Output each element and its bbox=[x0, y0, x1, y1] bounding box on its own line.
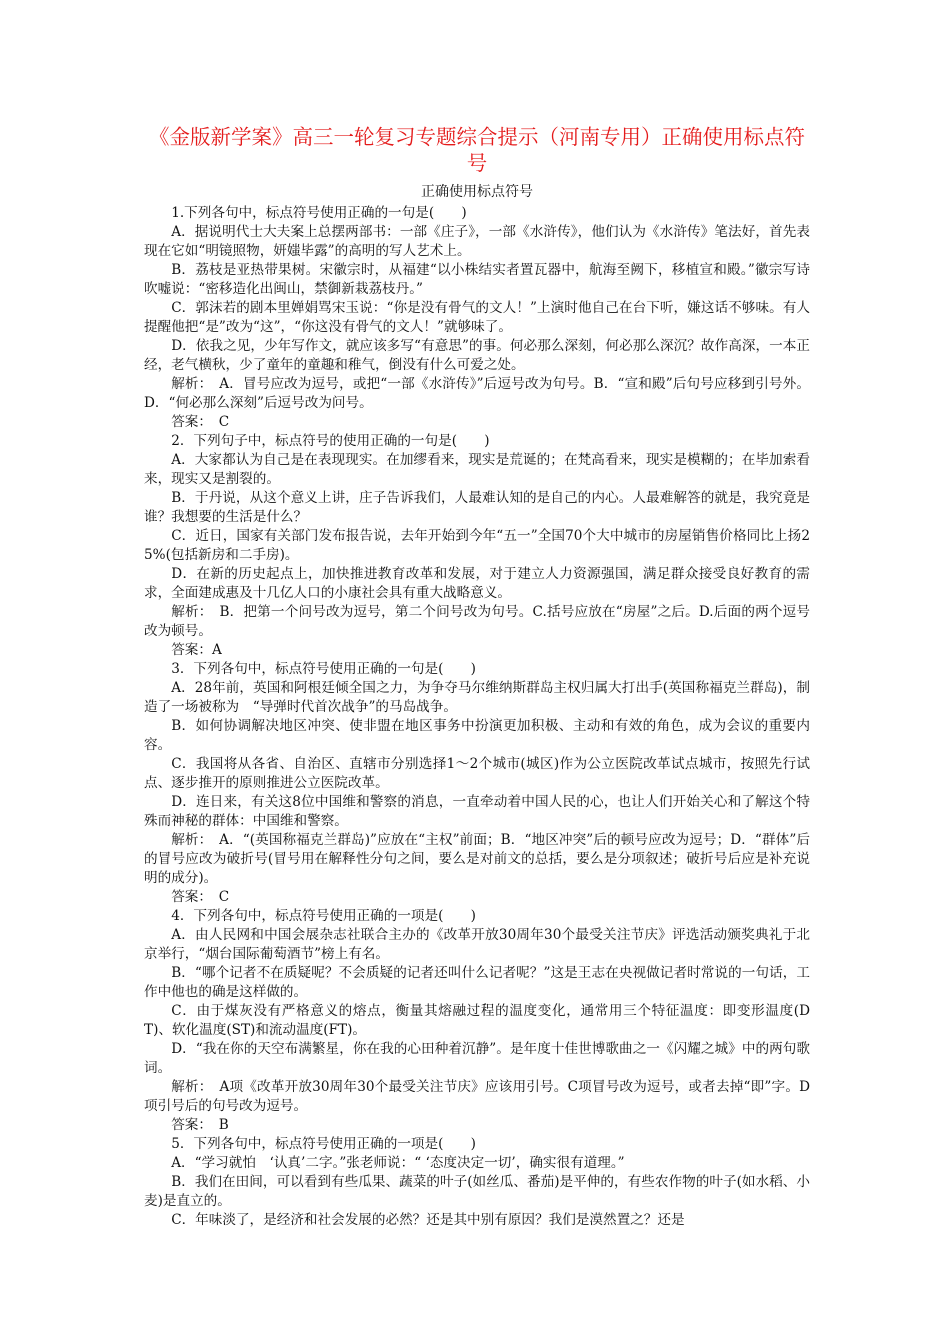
question-2 bbox=[144, 432, 810, 660]
analysis: 解析： B．把第一个问号改为逗号，第二个问号改为句号。C.括号应放在“房屋”之后。D.后面的两个逗号改为顿号。 bbox=[144, 603, 810, 639]
question-5 bbox=[144, 1135, 810, 1230]
question-stem: 2．下列句子中，标点符号的使用正确的一句是( ) bbox=[171, 432, 490, 449]
question-stem: 1.下列各句中，标点符号使用正确的一句是( ) bbox=[171, 204, 467, 221]
analysis: 解析： A．“(英国称福克兰群岛)”应放在“主权”前面；B．“地区冲突”后的顿号应改为逗号；D．“群体”后的冒号应改为破折号(冒号用在解释性分句之间，要么是对前文的总括，要么是分项叙述；破折号后应是补充说明的成分)。 bbox=[144, 831, 810, 886]
analysis: 解析： A．冒号应改为逗号，或把“一部《水浒传》”后逗号改为句号。B．“宣和殿”后句号应移到引号外。D．“何必那么深刻”后逗号改为问号。 bbox=[144, 375, 810, 411]
option-b: B．“哪个记者不在质疑呢？不会质疑的记者还叫什么记者呢？”这是王志在央视做记者时常说的一句话，工作中他也的确是这样做的。 bbox=[144, 964, 810, 1000]
analysis: 解析： A项《改革开放30周年30个最受关注节庆》应该用引号。C项冒号改为逗号，或者去掉“即”字。D项引号后的句号改为逗号。 bbox=[144, 1078, 810, 1114]
question-4 bbox=[144, 907, 810, 1135]
question-stem: 3．下列各句中，标点符号使用正确的一句是( ) bbox=[171, 660, 476, 677]
document-title: 《金版新学案》高三一轮复习专题综合提示（河南专用）正确使用标点符号 bbox=[149, 125, 805, 175]
question-stem: 4．下列各句中，标点符号使用正确的一项是( ) bbox=[171, 907, 476, 924]
option-b: B．如何协调解决地区冲突、使非盟在地区事务中扮演更加积极、主动和有效的角色，成为会议的重要内容。 bbox=[144, 717, 810, 753]
question-stem: 5．下列各句中，标点符号使用正确的一项是( ) bbox=[171, 1135, 476, 1152]
answer: 答案： C bbox=[171, 888, 230, 905]
document-subtitle: 正确使用标点符号 bbox=[421, 184, 533, 200]
option-a: A．据说明代士大夫案上总摆两部书：一部《庄子》，一部《水浒传》，他们认为《水浒传》笔法好，首先表现在它如“明镜照物，妍媸毕露”的高明的写人艺术上。 bbox=[144, 223, 810, 259]
option-d: D．“我在你的天空布满繁星，你在我的心田种着沉静”。是年度十佳世博歌曲之一《闪耀之城》中的两句歌词。 bbox=[144, 1040, 810, 1076]
answer: 答案：A bbox=[171, 641, 222, 658]
option-c: C．我国将从各省、自治区、直辖市分别选择1～2个城市(城区)作为公立医院改革试点城市，按照先行试点、逐步推开的原则推进公立医院改革。 bbox=[144, 755, 810, 791]
option-d: D．依我之见，少年写作文，就应该多写“有意思”的事。何必那么深刻，何必那么深沉？故作高深，一本正经，老气横秋，少了童年的童趣和稚气，倒没有什么可爱之处。 bbox=[144, 337, 810, 373]
option-c: C．郭沫若的剧本里婵娟骂宋玉说：“你是没有骨气的文人！”上演时他自己在台下听，嫌这话不够味。有人提醒他把“是”改为“这”，“你这没有骨气的文人！”就够味了。 bbox=[144, 299, 810, 335]
option-a: A．由人民网和中国会展杂志社联合主办的《改革开放30周年30个最受关注节庆》评选活动颁奖典礼于北京举行，“烟台国际葡萄酒节”榜上有名。 bbox=[144, 926, 810, 962]
option-b: B．于丹说，从这个意义上讲，庄子告诉我们，人最难认知的是自己的内心。人最难解答的就是，我究竟是谁？我想要的生活是什么？ bbox=[144, 489, 810, 525]
answer: 答案： C bbox=[171, 413, 230, 430]
option-b: B．我们在田间，可以看到有些瓜果、蔬菜的叶子(如丝瓜、番茄)是平伸的，有些农作物的叶子(如水稻、小麦)是直立的。 bbox=[144, 1173, 810, 1209]
option-b: B．荔枝是亚热带果树。宋徽宗时，从福建“以小株结实者置瓦器中，航海至阙下，移植宣和殿。”徽宗写诗吹嘘说：“密移造化出闽山，禁御新栽荔枝丹。” bbox=[144, 261, 810, 297]
option-c: C．年味淡了，是经济和社会发展的必然？还是其中别有原因？我们是漠然置之？还是 bbox=[171, 1211, 685, 1228]
document-page bbox=[144, 0, 810, 1230]
option-a: A．28年前，英国和阿根廷倾全国之力，为争夺马尔维纳斯群岛主权归属大打出手(英国称福克兰群岛)，制造了一场被称为 “导弹时代首次战争”的马岛战争。 bbox=[144, 679, 810, 715]
option-c: C．近日，国家有关部门发布报告说，去年开始到今年“五一”全国70个大中城市的房屋销售价格同比上扬25%(包括新房和二手房)。 bbox=[144, 527, 810, 563]
option-a: A．大家都认为自己是在表现现实。在加缪看来，现实是荒诞的；在梵高看来，现实是模糊的；在毕加索看来，现实又是割裂的。 bbox=[144, 451, 810, 487]
option-c: C．由于煤灰没有严格意义的熔点，衡量其熔融过程的温度变化，通常用三个特征温度：即变形温度(DT)、软化温度(ST)和流动温度(FT)。 bbox=[144, 1002, 810, 1038]
question-3 bbox=[144, 660, 810, 907]
answer: 答案： B bbox=[171, 1116, 229, 1133]
option-d: D．连日来，有关这8位中国维和警察的消息，一直牵动着中国人民的心，也让人们开始关心和了解这个特殊而神秘的群体：中国维和警察。 bbox=[144, 793, 810, 829]
option-a: A．“学习就怕 ‘认真’二字。”张老师说：“ ‘态度决定一切’，确实很有道理。” bbox=[171, 1154, 625, 1171]
question-1 bbox=[144, 204, 810, 432]
option-d: D．在新的历史起点上，加快推进教育改革和发展，对于建立人力资源强国，满足群众接受良好教育的需求，全面建成惠及十几亿人口的小康社会具有重大战略意义。 bbox=[144, 565, 810, 601]
